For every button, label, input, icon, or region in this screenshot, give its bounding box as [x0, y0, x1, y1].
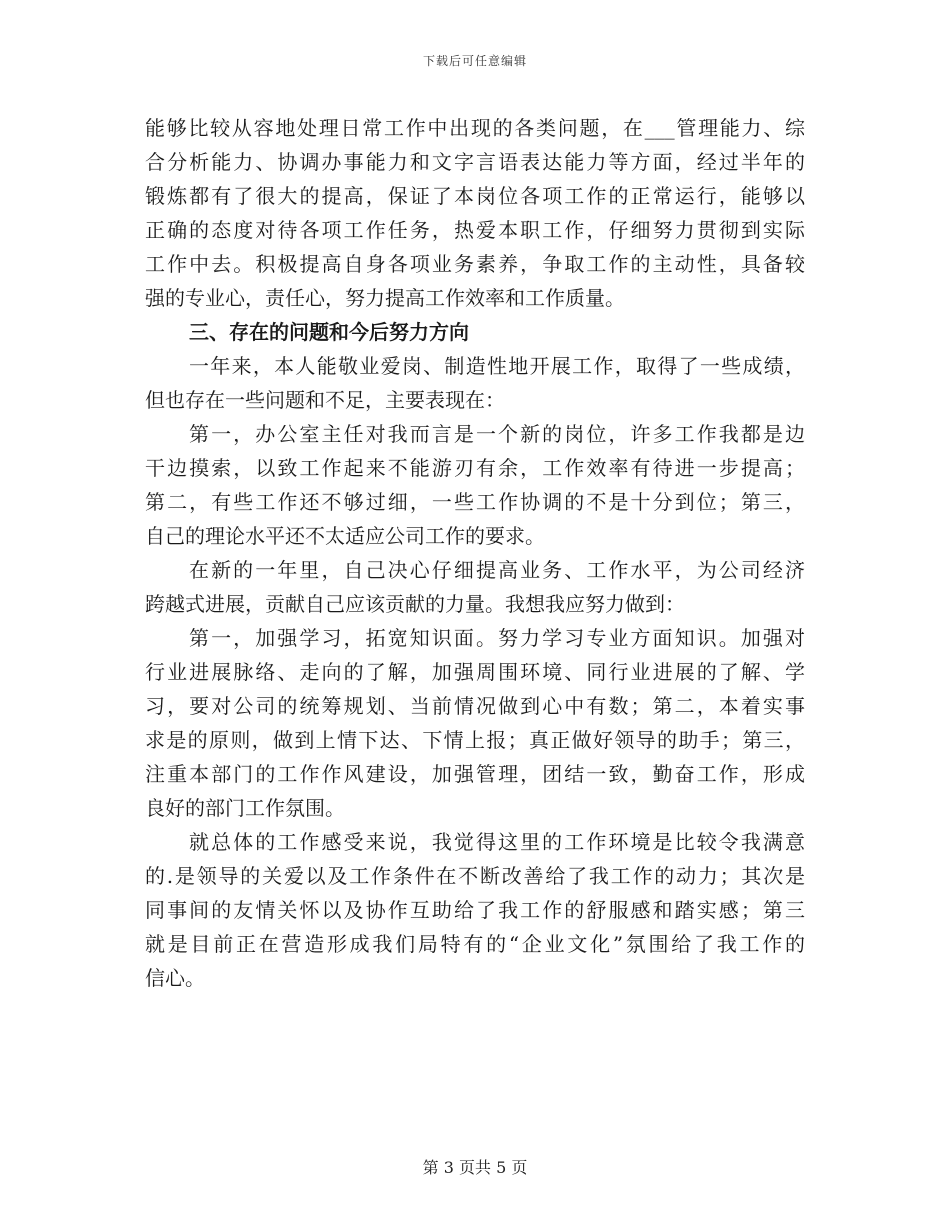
paragraph-line: 的.是领导的关爱以及工作条件在不断改善给了我工作的动力；其次是 — [145, 864, 805, 888]
paragraph-line: 信心。 — [145, 966, 205, 990]
paragraph-line: 跨越式进展，贡献自己应该贡献的力量。我想我应努力做到： — [145, 592, 685, 616]
paragraph-line: 一年来，本人能敬业爱岗、制造性地开展工作，取得了一些成绩， — [189, 354, 805, 378]
page-number: 第 3 页共 5 页 — [422, 1158, 528, 1177]
paragraph-line: 同事间的友情关怀以及协作互助给了我工作的舒服感和踏实感；第三 — [145, 898, 805, 922]
paragraph-line: 良好的部门工作氛围。 — [145, 796, 345, 820]
paragraph-line: 强的专业心，责任心，努力提高工作效率和工作质量。 — [145, 286, 625, 310]
section-heading: 三、存在的问题和今后努力方向 — [189, 320, 469, 344]
paragraph-line: 干边摸索，以致工作起来不能游刃有余，工作效率有待进一步提高； — [145, 456, 805, 480]
paragraph-line: 第二，有些工作还不够过细，一些工作协调的不是十分到位；第三， — [145, 490, 805, 514]
paragraph-line: 就总体的工作感受来说，我觉得这里的工作环境是比较令我满意 — [189, 830, 805, 854]
paragraph-line: 合分析能力、协调办事能力和文字言语表达能力等方面，经过半年的 — [145, 150, 805, 174]
paragraph-line: 习，要对公司的统筹规划、当前情况做到心中有数；第二，本着实事 — [145, 694, 805, 718]
paragraph-line: 注重本部门的工作作风建设，加强管理，团结一致，勤奋工作，形成 — [145, 762, 805, 786]
paragraph-line: 工作中去。积极提高自身各项业务素养，争取工作的主动性，具备较 — [145, 252, 805, 276]
paragraph-line: 在新的一年里，自己决心仔细提高业务、工作水平，为公司经济 — [189, 558, 805, 582]
paragraph-line: 但也存在一些问题和不足，主要表现在： — [145, 388, 505, 412]
page-header: 下载后可任意编辑 — [422, 54, 527, 68]
paragraph-line: 第一，办公室主任对我而言是一个新的岗位，许多工作我都是边 — [189, 422, 805, 446]
paragraph-line: 正确的态度对待各项工作任务，热爱本职工作，仔细努力贯彻到实际 — [145, 218, 805, 242]
paragraph-line: 第一，加强学习，拓宽知识面。努力学习专业方面知识。加强对 — [189, 626, 805, 650]
paragraph-line: 锻炼都有了很大的提高，保证了本岗位各项工作的正常运行，能够以 — [145, 184, 805, 208]
document-body — [145, 111, 805, 995]
paragraph-line: 求是的原则，做到上情下达、下情上报；真正做好领导的助手；第三， — [145, 728, 805, 752]
paragraph-line: 能够比较从容地处理日常工作中出现的各类问题，在___管理能力、综 — [145, 116, 805, 140]
paragraph-line: 就是目前正在营造形成我们局特有的“企业文化”氛围给了我工作的 — [145, 932, 805, 956]
paragraph-line: 自己的理论水平还不太适应公司工作的要求。 — [145, 524, 545, 548]
paragraph-line: 行业进展脉络、走向的了解，加强周围环境、同行业进展的了解、学 — [145, 660, 805, 684]
